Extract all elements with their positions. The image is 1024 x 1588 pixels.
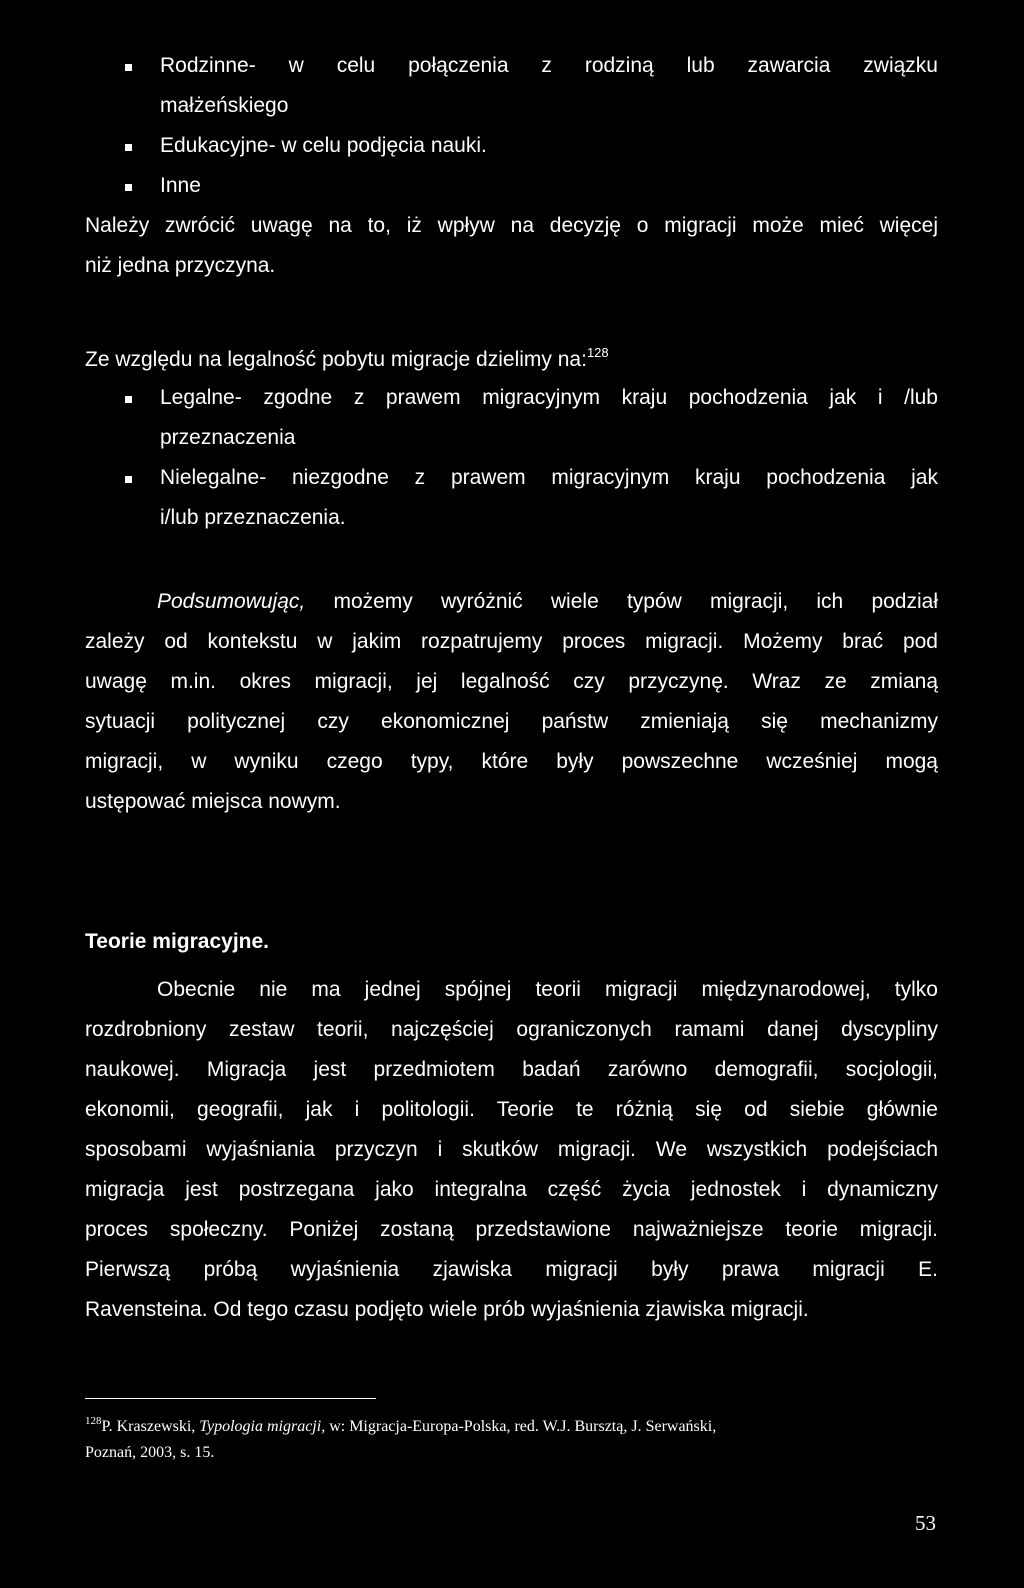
theories-paragraph: Obecnie nie ma jednej spójnej teorii migracji międzynarodowej, tylko rozdrobniony zestaw teorii, najczęściej ograniczonych ramami danej dyscypliny naukowej. Migracja jest przedmiotem badań zarówno demografii, socjologii, ekonomii, geografii, jak i politologii. Teorie te różnią się od siebie głównie sposobami wyjaśniania przyczyn i skutków migracji. We wszystkich podejściach migracja jest postrzegana jako integralna część życia jednostek i dynamiczny proces społeczny. Poniżej zostaną przedstawione najważniejsze teorie migracji. Pierwszą próbą wyjaśnienia zjawiska migracji były prawa migracji E. Ravensteina. Od tego czasu podjęto wiele prób wyjaśnienia zjawiska migracji.: [85, 978, 938, 1321]
summary-lead: Podsumowując,: [157, 590, 306, 613]
bullet-marker: [125, 144, 132, 151]
bullet-marker: [125, 396, 132, 403]
bullet-marker: [125, 476, 132, 483]
footnote-number: 128: [85, 1415, 102, 1427]
footnote: $^{128}$P. Kraszewski, Typologia migracji, w: Migracja-Europa-Polska, red. W.J. Bursztą, J. Serwański, Poznań, 2003, s. 15.: [85, 1415, 717, 1461]
list-item-legal: Legalne- zgodne z prawem migracyjnym kraju pochodzenia jak i /lub przeznaczenia: [160, 386, 938, 449]
list-item-education: Edukacyjne- w celu podjęcia nauki.: [160, 134, 487, 157]
section-heading: Teorie migracyjne.: [85, 930, 270, 953]
summary-paragraph: Podsumowując, możemy wyróżnić wiele typów migracji, ich podział zależy od kontekstu w jakim rozpatrujemy proces migracji. Możemy brać pod uwagę m.in. okres migracji, jej legalność czy przyczynę. Wraz ze zmianą sytuacji politycznej czy ekonomicznej państw zmieniają się mechanizmy migracji, w wyniku czego typy, które były powszechne wcześniej mogą ustępować miejsca nowym.: [85, 590, 938, 813]
bullet-marker: [125, 184, 132, 191]
footnote-separator: [85, 1398, 376, 1399]
page-number: 53: [915, 1511, 936, 1535]
list-item-illegal: Nielegalne- niezgodne z prawem migracyjnym kraju pochodzenia jak i/lub przeznaczenia.: [160, 466, 938, 529]
footnote-reference: 128: [586, 345, 609, 360]
list-item-other: Inne: [160, 174, 201, 197]
legality-intro: Ze względu na legalność pobytu migracje dzielimy na:$^{128}$: [85, 345, 609, 371]
list-item-family: Rodzinne- w celu połączenia z rodziną lub zawarcia związku małżeńskiego: [160, 54, 938, 117]
bullet-marker: [125, 64, 132, 71]
note-paragraph: Należy zwrócić uwagę na to, iż wpływ na decyzję o migracji może mieć więcej niż jedna przyczyna.: [85, 214, 938, 277]
footnote-title: Typologia migracji,: [199, 1418, 326, 1435]
